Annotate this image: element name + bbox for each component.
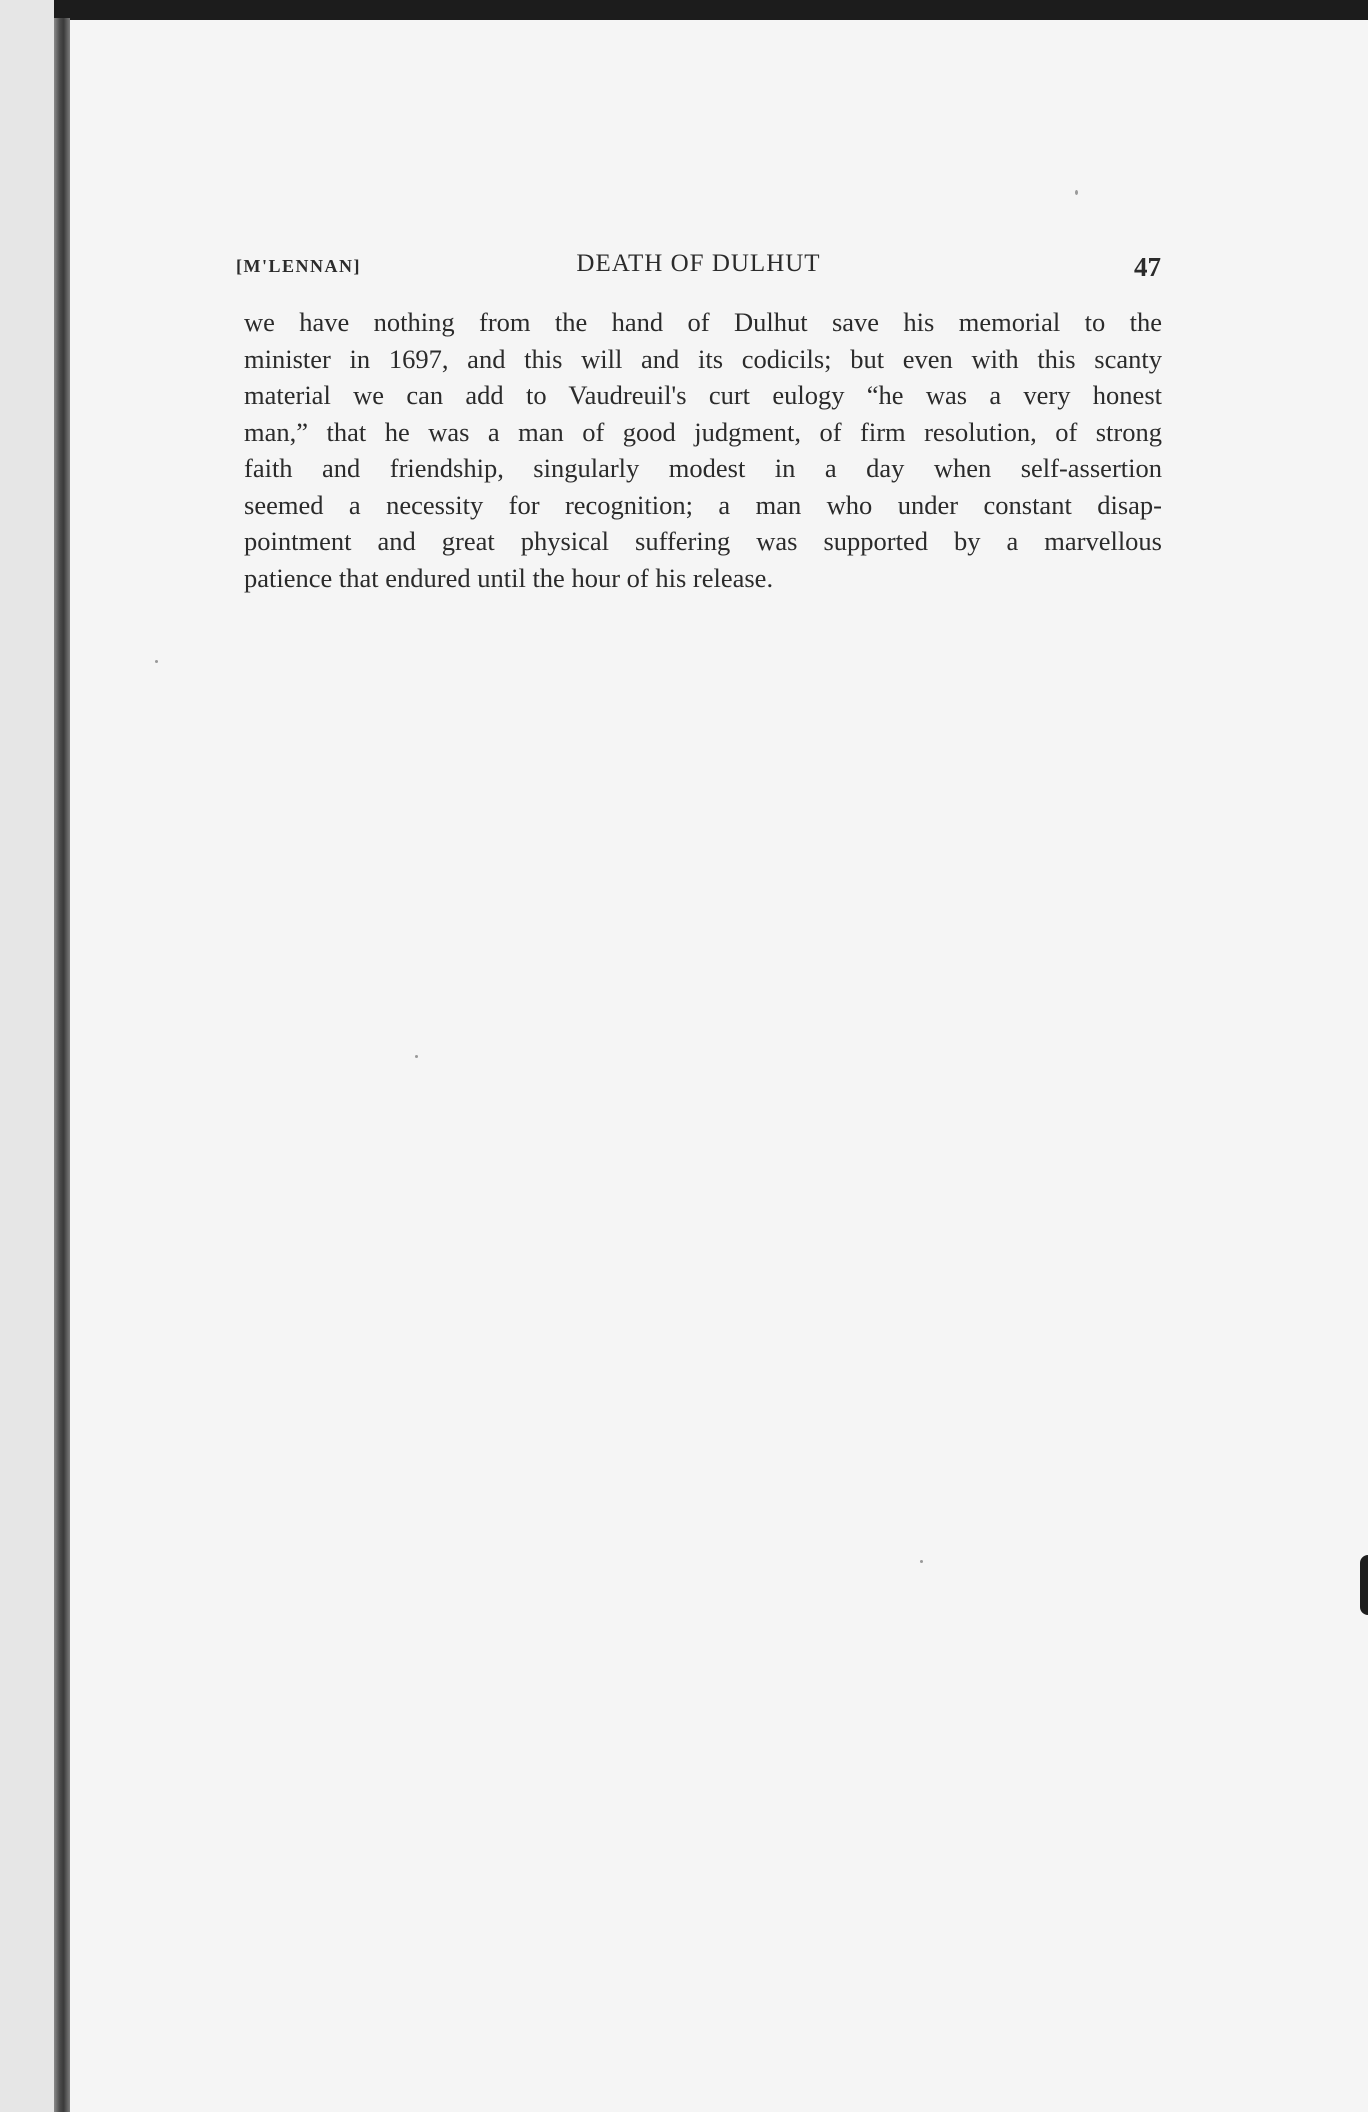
text-line: man,” that he was a man of good judgment, of firm resolution, of strong (244, 416, 1162, 447)
page-number: 47 (1134, 252, 1161, 282)
text-line: material we can add to Vaudreuil's curt eulogy “he was a very honest (244, 380, 1162, 410)
scan-edge-mark (1360, 1555, 1368, 1615)
scan-top-border (0, 0, 1368, 20)
running-head-author: [M'LENNAN] (236, 256, 361, 276)
book-spine-shadow (54, 18, 70, 2112)
running-head-title: DEATH OF DULHUT (576, 250, 821, 277)
dust-speck (1075, 190, 1078, 195)
dust-speck (415, 1055, 418, 1058)
text-line: we have nothing from the hand of Dulhut save his memorial to the (244, 307, 1162, 337)
scan-left-margin (0, 0, 54, 2112)
text-line: pointment and great physical suffering was supported by a marvellous (244, 526, 1162, 556)
text-line: faith and friendship, singularly modest in a day when self-assertion (244, 453, 1162, 483)
text-line: seemed a necessity for recognition; a man who under constant disap- (244, 489, 1162, 520)
text-line: minister in 1697, and this will and its codicils; but even with this scanty (244, 343, 1162, 374)
running-head (236, 250, 1161, 290)
dust-speck (920, 1560, 923, 1563)
body-paragraph (244, 304, 1162, 596)
text-line: patience that endured until the hour of his release. (244, 562, 774, 593)
dust-speck (155, 660, 158, 663)
